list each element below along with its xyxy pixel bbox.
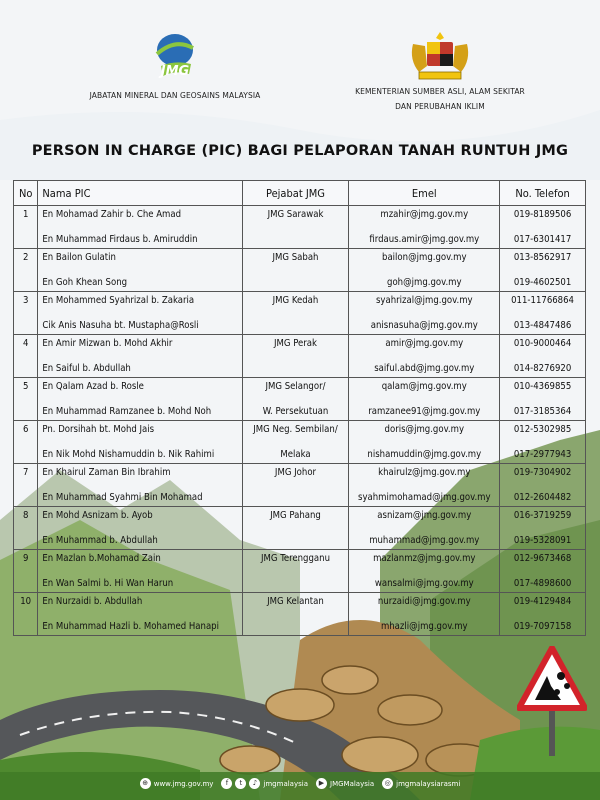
office-name: JMG Pahang — [270, 510, 321, 521]
phones-pair — [500, 593, 585, 635]
office-pair — [243, 292, 349, 334]
pic-name: En Nik Mohd Nishamuddin b. Nik Rahimi — [42, 449, 215, 460]
cell-phones — [500, 550, 586, 593]
table-row — [14, 421, 586, 464]
facebook-handle[interactable]: jmgmalaysia — [263, 779, 308, 788]
phone-number: 011-11766864 — [511, 295, 574, 306]
table-row — [14, 206, 586, 249]
cell-no — [14, 249, 38, 292]
pic-name: En Saiful b. Abdullah — [42, 363, 131, 374]
table-row — [14, 550, 586, 593]
office-pair — [243, 507, 349, 549]
phones-pair — [500, 249, 585, 291]
header-name: Nama PIC — [38, 181, 242, 206]
phone-number: 013-4847486 — [513, 320, 572, 331]
page-title: PERSON IN CHARGE (PIC) BAGI PELAPORAN TANAH RUNTUH JMG — [31, 143, 569, 159]
instagram-handle[interactable]: jmgmalaysiarasmi — [396, 779, 461, 788]
phone-number: 010-9000464 — [513, 338, 572, 349]
youtube-icon: ▶ — [316, 778, 327, 789]
table-row — [14, 464, 586, 507]
row-number: 7 — [22, 467, 29, 478]
cell-office — [242, 335, 349, 378]
phones-pair — [500, 550, 585, 592]
phone-number: 014-8276920 — [513, 363, 572, 374]
pic-name: Pn. Dorsihah bt. Mohd Jais — [42, 424, 155, 435]
cell-names — [38, 507, 242, 550]
names-pair — [42, 249, 241, 291]
pic-name: En Muhammad Syahmi Bin Mohamad — [42, 492, 203, 503]
phone-number: 019-4129484 — [513, 596, 572, 607]
names-pair — [42, 421, 241, 463]
office-pair — [243, 206, 349, 248]
emails-pair — [349, 464, 499, 506]
cell-phones — [500, 421, 586, 464]
phones-pair — [500, 421, 585, 463]
names-pair — [42, 507, 241, 549]
tiktok-icon: ♪ — [249, 778, 260, 789]
names-pair — [42, 464, 241, 506]
cell-office — [242, 464, 349, 507]
cell-office — [242, 378, 349, 421]
header-office: Pejabat JMG — [242, 181, 349, 206]
cell-emails — [349, 206, 500, 249]
cell-phones — [500, 593, 586, 636]
office-pair — [243, 421, 349, 463]
cell-emails — [349, 292, 500, 335]
cell-no — [14, 335, 38, 378]
office-name — [243, 633, 349, 635]
table-header-row — [14, 181, 586, 206]
row-number: 4 — [22, 338, 29, 349]
cell-phones — [500, 378, 586, 421]
cell-office — [242, 593, 349, 636]
row-number: 8 — [22, 510, 29, 521]
email-address: mzahir@jmg.gov.my — [380, 209, 469, 220]
cell-no — [14, 593, 38, 636]
jmg-header — [60, 30, 290, 102]
cell-office — [242, 206, 349, 249]
cell-names — [38, 550, 242, 593]
pic-name: Cik Anis Nasuha bt. Mustapha@Rosli — [42, 320, 199, 331]
row-number: 10 — [20, 596, 32, 607]
ministry-header — [320, 30, 560, 113]
office-name — [243, 375, 349, 377]
twitter-handle[interactable]: JMGMalaysia — [330, 779, 375, 788]
office-name — [243, 332, 349, 334]
table-row — [14, 292, 586, 335]
cell-emails — [349, 593, 500, 636]
cell-phones — [500, 292, 586, 335]
table-row — [14, 249, 586, 292]
office-pair — [243, 464, 349, 506]
table-row — [14, 593, 586, 636]
cell-names — [38, 421, 242, 464]
cell-no — [14, 550, 38, 593]
phones-pair — [500, 292, 585, 334]
office-name: Melaka — [280, 449, 311, 460]
cell-no — [14, 464, 38, 507]
phones-pair — [500, 464, 585, 506]
ministry-name-line2: DAN PERUBAHAN IKLIM — [395, 102, 485, 111]
phone-number: 012-2604482 — [513, 492, 572, 503]
cell-emails — [349, 378, 500, 421]
email-address: syahmimohamad@jmg.gov.my — [358, 492, 491, 503]
footer-social-bar — [0, 778, 600, 789]
jmg-logo-text: JMG — [160, 64, 190, 79]
email-address: doris@jmg.gov.my — [384, 424, 465, 435]
emails-pair — [349, 421, 499, 463]
office-name: JMG Johor — [274, 467, 317, 478]
header-email: Emel — [349, 181, 500, 206]
cell-emails — [349, 550, 500, 593]
cell-no — [14, 378, 38, 421]
email-address: nurzaidi@jmg.gov.my — [377, 596, 471, 607]
phone-number: 017-3185364 — [513, 406, 572, 417]
pic-name: En Muhammad Ramzanee b. Mohd Noh — [42, 406, 212, 417]
office-name: JMG Sarawak — [267, 209, 324, 220]
twitter-icon: t — [235, 778, 246, 789]
cell-emails — [349, 335, 500, 378]
emails-pair — [349, 249, 499, 291]
cell-phones — [500, 335, 586, 378]
pic-name: En Muhammad Hazli b. Mohamed Hanapi — [42, 621, 219, 632]
office-pair — [243, 249, 349, 291]
cell-emails — [349, 464, 500, 507]
phone-number: 019-8189506 — [513, 209, 572, 220]
email-address: mazlanmz@jmg.gov.my — [373, 553, 476, 564]
office-name — [243, 547, 349, 549]
cell-no — [14, 421, 38, 464]
cell-office — [242, 507, 349, 550]
pic-name: En Mohd Asnizam b. Ayob — [42, 510, 153, 521]
names-pair — [42, 206, 241, 248]
phone-number: 017-6301417 — [513, 234, 572, 245]
globe-icon: ⊕ — [140, 778, 151, 789]
office-pair — [243, 335, 349, 377]
emails-pair — [349, 206, 499, 248]
office-pair — [243, 593, 349, 635]
table-row — [14, 335, 586, 378]
cell-phones — [500, 206, 586, 249]
emails-pair — [349, 292, 499, 334]
pic-name: En Amir Mizwan b. Mohd Akhir — [42, 338, 173, 349]
cell-emails — [349, 507, 500, 550]
cell-names — [38, 593, 242, 636]
cell-emails — [349, 421, 500, 464]
footer-instagram[interactable] — [382, 778, 460, 789]
phone-number: 016-3719259 — [513, 510, 572, 521]
row-number: 2 — [22, 252, 29, 263]
row-number: 3 — [22, 295, 29, 306]
emails-pair — [349, 335, 499, 377]
header-phone: No. Telefon — [500, 181, 586, 206]
phone-number: 012-5302985 — [513, 424, 572, 435]
footer-website[interactable] — [140, 778, 214, 789]
office-name: JMG Kelantan — [267, 596, 324, 607]
falling-rocks-warning-sign-icon — [517, 646, 587, 756]
office-name — [243, 289, 349, 291]
phones-pair — [500, 507, 585, 549]
email-address: muhammad@jmg.gov.my — [369, 535, 480, 546]
email-address: asnizam@jmg.gov.my — [377, 510, 472, 521]
jmg-logo-icon — [145, 30, 205, 85]
cell-office — [242, 421, 349, 464]
pic-name: En Goh Khean Song — [42, 277, 128, 288]
row-number: 5 — [22, 381, 29, 392]
cell-names — [38, 378, 242, 421]
pic-table-body — [14, 206, 586, 636]
emails-pair — [349, 593, 499, 635]
facebook-icon: f — [221, 778, 232, 789]
cell-office — [242, 550, 349, 593]
pic-name: En Mohamad Zahir b. Che Amad — [42, 209, 182, 220]
email-address: nishamuddin@jmg.gov.my — [367, 449, 482, 460]
office-name — [243, 246, 349, 248]
cell-names — [38, 292, 242, 335]
pic-name: En Muhammad b. Abdullah — [42, 535, 158, 546]
jmg-agency-name: JABATAN MINERAL DAN GEOSAINS MALAYSIA — [89, 91, 261, 100]
email-address: khairulz@jmg.gov.my — [378, 467, 471, 478]
names-pair — [42, 292, 241, 334]
cell-no — [14, 206, 38, 249]
office-pair — [243, 378, 349, 420]
office-name: JMG Neg. Sembilan/ — [253, 424, 338, 435]
phone-number: 012-9673468 — [513, 553, 572, 564]
cell-phones — [500, 507, 586, 550]
email-address: goh@jmg.gov.my — [387, 277, 462, 288]
office-name: JMG Sabah — [272, 252, 319, 263]
phone-number: 019-7097158 — [513, 621, 572, 632]
office-pair — [243, 550, 349, 592]
header-no: No — [14, 181, 38, 206]
cell-emails — [349, 249, 500, 292]
email-address: ramzanee91@jmg.gov.my — [368, 406, 481, 417]
office-name: W. Persekutuan — [262, 406, 329, 417]
cell-no — [14, 292, 38, 335]
malaysia-coat-of-arms-icon — [405, 30, 475, 82]
email-address: firdaus.amir@jmg.gov.my — [369, 234, 480, 245]
pic-table — [13, 180, 586, 636]
phone-number: 019-4602501 — [513, 277, 572, 288]
row-number: 6 — [22, 424, 29, 435]
phone-number: 017-4898600 — [513, 578, 572, 589]
pic-name: En Muhammad Firdaus b. Amiruddin — [42, 234, 198, 245]
footer-facebook-tiktok[interactable] — [221, 778, 308, 789]
email-address: bailon@jmg.gov.my — [382, 252, 467, 263]
row-number: 1 — [22, 209, 29, 220]
cell-office — [242, 249, 349, 292]
cell-names — [38, 249, 242, 292]
emails-pair — [349, 550, 499, 592]
pic-name: En Bailon Gulatin — [42, 252, 116, 263]
pic-name: En Nurzaidi b. Abdullah — [42, 596, 143, 607]
ministry-name-line1: KEMENTERIAN SUMBER ASLI, ALAM SEKITAR — [355, 87, 525, 96]
instagram-icon: ◎ — [382, 778, 393, 789]
cell-phones — [500, 464, 586, 507]
table-row — [14, 378, 586, 421]
email-address: mhazli@jmg.gov.my — [380, 621, 468, 632]
cell-names — [38, 206, 242, 249]
email-address: anisnasuha@jmg.gov.my — [370, 320, 478, 331]
emails-pair — [349, 378, 499, 420]
office-name: JMG Selangor/ — [265, 381, 326, 392]
office-name — [243, 504, 349, 506]
cell-phones — [500, 249, 586, 292]
names-pair — [42, 378, 241, 420]
pic-name: En Qalam Azad b. Rosle — [42, 381, 144, 392]
pic-name: En Wan Salmi b. Hi Wan Harun — [42, 578, 174, 589]
row-number: 9 — [22, 553, 29, 564]
phones-pair — [500, 378, 585, 420]
cell-office — [242, 292, 349, 335]
office-name: JMG Kedah — [272, 295, 319, 306]
website-link[interactable]: www.jmg.gov.my — [153, 779, 214, 788]
email-address: qalam@jmg.gov.my — [381, 381, 467, 392]
phones-pair — [500, 206, 585, 248]
phone-number: 019-5328091 — [513, 535, 572, 546]
phone-number: 010-4369855 — [513, 381, 572, 392]
email-address: amir@jmg.gov.my — [385, 338, 464, 349]
office-name: JMG Terengganu — [260, 553, 330, 564]
pic-name: En Khairul Zaman Bin Ibrahim — [42, 467, 171, 478]
pic-name: En Mazlan b.Mohamad Zain — [42, 553, 161, 564]
email-address: wansalmi@jmg.gov.my — [374, 578, 474, 589]
phone-number: 013-8562917 — [513, 252, 572, 263]
office-name — [243, 590, 349, 592]
phones-pair — [500, 335, 585, 377]
phone-number: 017-2977943 — [513, 449, 572, 460]
phone-number: 019-7304902 — [513, 467, 572, 478]
table-row — [14, 507, 586, 550]
email-address: saiful.abd@jmg.gov.my — [374, 363, 475, 374]
office-name: JMG Perak — [273, 338, 317, 349]
cell-names — [38, 464, 242, 507]
pic-name: En Mohammed Syahrizal b. Zakaria — [42, 295, 195, 306]
cell-names — [38, 335, 242, 378]
names-pair — [42, 550, 241, 592]
footer-twitter[interactable] — [316, 778, 374, 789]
cell-no — [14, 507, 38, 550]
names-pair — [42, 335, 241, 377]
email-address: syahrizal@jmg.gov.my — [375, 295, 473, 306]
emails-pair — [349, 507, 499, 549]
names-pair — [42, 593, 241, 635]
